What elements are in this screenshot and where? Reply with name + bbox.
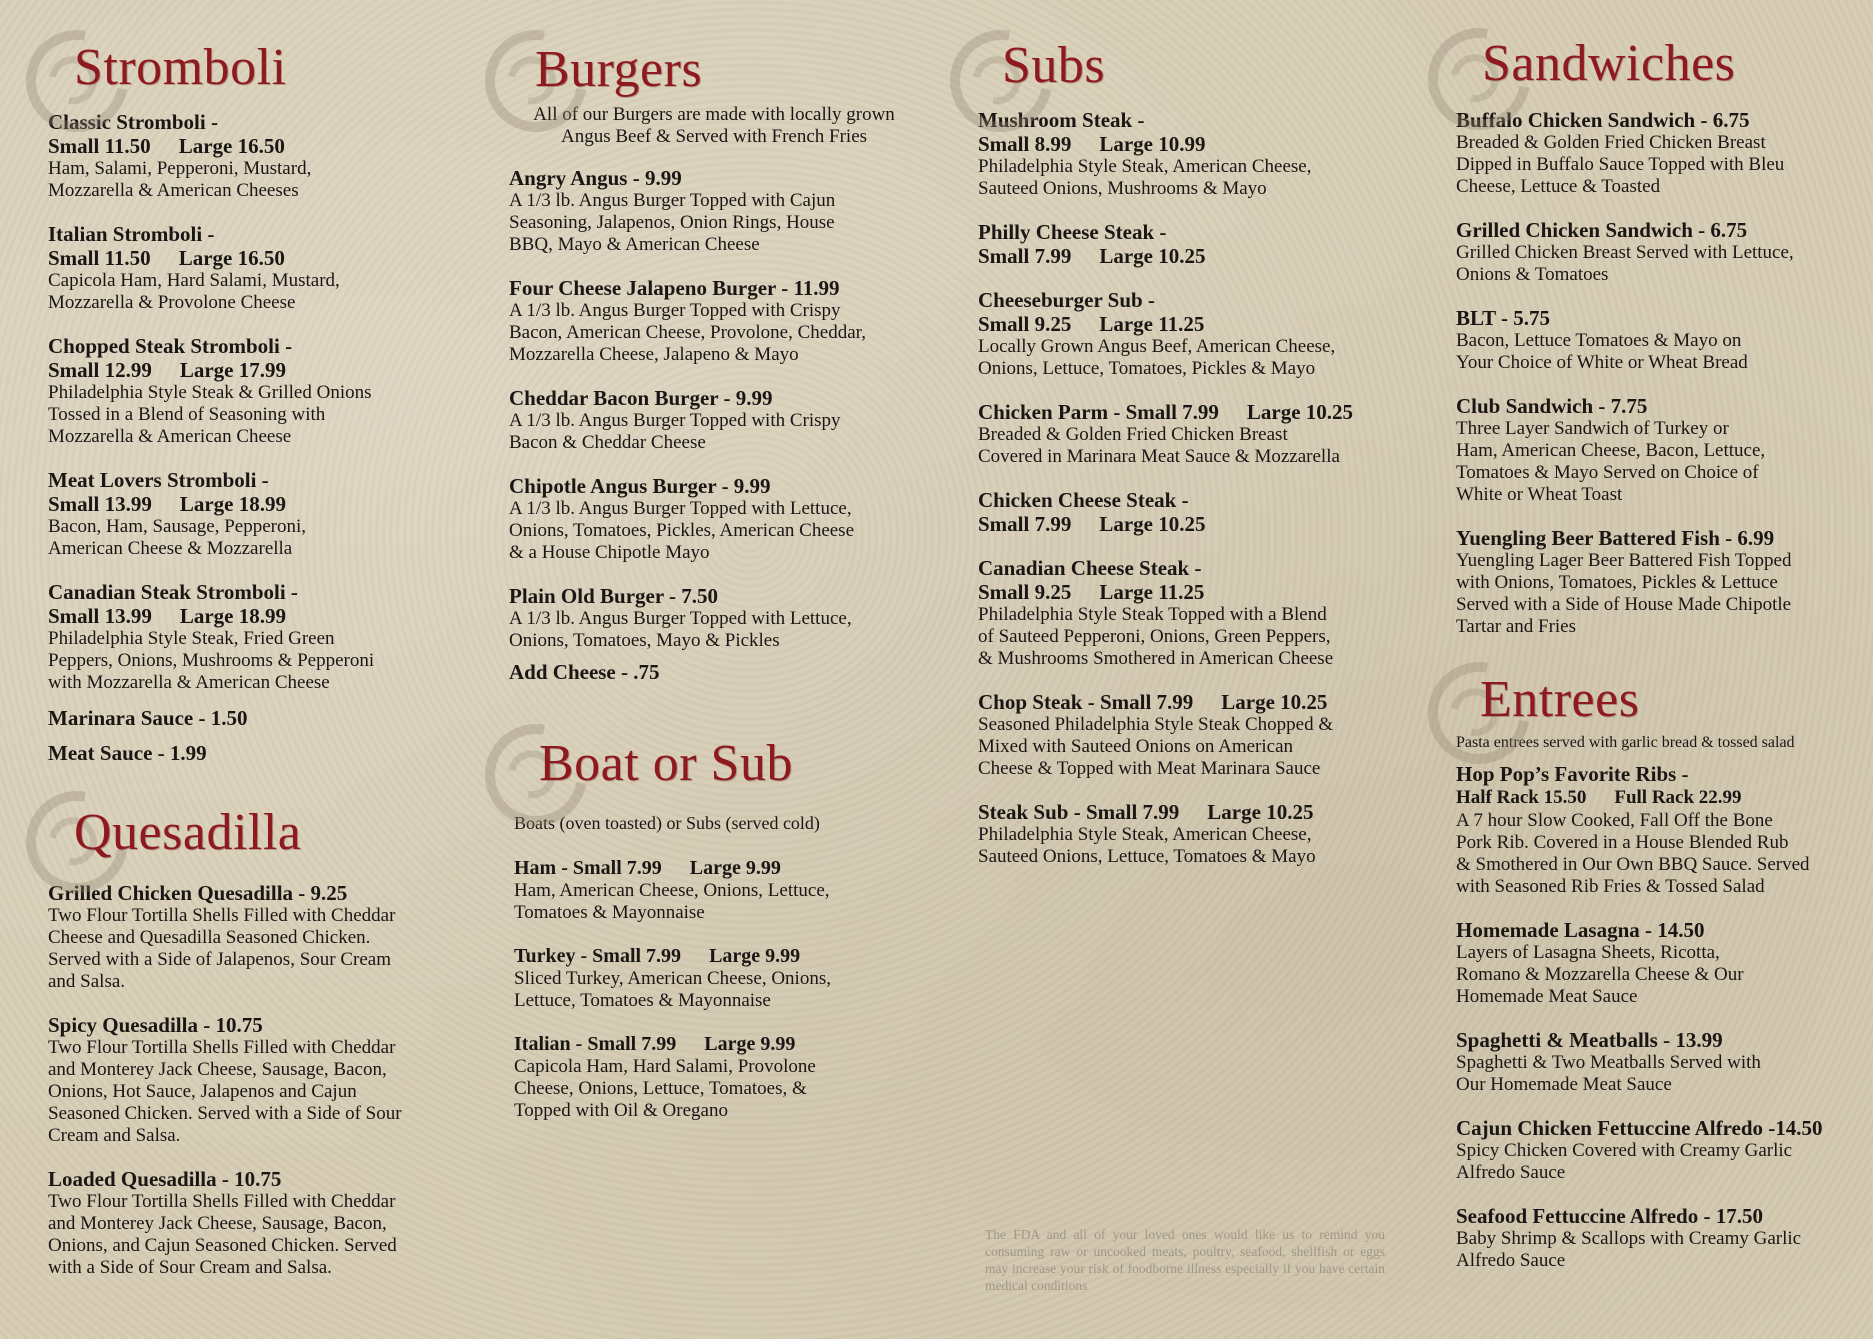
item-name: BLT - 5.75 xyxy=(1456,306,1550,330)
item-desc: Three Layer Sandwich of Turkey or xyxy=(1456,418,1729,439)
item-desc: Grilled Chicken Breast Served with Lettuce, xyxy=(1456,242,1794,263)
boat-intro: Boats (oven toasted) or Subs (served cold) xyxy=(514,813,820,833)
item-desc: Served with a Side of Jalapenos, Sour Cream xyxy=(48,949,391,970)
item-name: Chipotle Angus Burger - 9.99 xyxy=(509,474,771,498)
item-price: Small 12.99 Large 17.99 xyxy=(48,358,286,382)
item-desc: Lettuce, Tomatoes & Mayonnaise xyxy=(514,990,771,1011)
add-cheese: Add Cheese - .75 xyxy=(509,660,660,684)
item-price: Half Rack 15.50 Full Rack 22.99 xyxy=(1456,787,1742,808)
menu-item xyxy=(978,690,1408,780)
item-desc: Alfredo Sauce xyxy=(1456,1250,1566,1271)
extra-marinara-sauce: Marinara Sauce - 1.50 xyxy=(48,706,248,730)
entrees-intro: Pasta entrees served with garlic bread & tossed salad xyxy=(1456,734,1795,751)
item-name: Steak Sub - Small 7.99 Large 10.25 xyxy=(978,800,1314,824)
item-desc: Ham, American Cheese, Bacon, Lettuce, xyxy=(1456,440,1766,461)
item-desc: with a Side of Sour Cream and Salsa. xyxy=(48,1257,332,1278)
item-desc: Mozzarella Cheese, Jalapeno & Mayo xyxy=(509,344,799,365)
item-desc: A 1/3 lb. Angus Burger Topped with Cajun xyxy=(509,190,836,211)
item-desc: Baby Shrimp & Scallops with Creamy Garlic xyxy=(1456,1228,1802,1249)
item-desc: Homemade Meat Sauce xyxy=(1456,986,1638,1007)
item-desc: Spicy Chicken Covered with Creamy Garlic xyxy=(1456,1140,1793,1161)
item-desc: Bacon, Lettuce Tomatoes & Mayo on xyxy=(1456,330,1742,351)
item-desc: Philadelphia Style Steak, American Cheese, xyxy=(978,824,1312,845)
item-name: Homemade Lasagna - 14.50 xyxy=(1456,918,1705,942)
menu-item xyxy=(1456,526,1871,638)
section-title-burgers: Burgers xyxy=(535,41,703,98)
section-title-quesadilla: Quesadilla xyxy=(74,804,302,861)
item-name: Chop Steak - Small 7.99 Large 10.25 xyxy=(978,690,1328,714)
item-desc: Tossed in a Blend of Seasoning with xyxy=(48,404,326,425)
sandwiches-header xyxy=(1456,22,1871,108)
item-desc: Onions, Tomatoes, Pickles, American Cheese xyxy=(509,520,855,541)
item-name: Chopped Steak Stromboli - xyxy=(48,334,293,358)
item-desc: Layers of Lasagna Sheets, Ricotta, xyxy=(1456,942,1720,963)
menu-item xyxy=(48,222,458,314)
item-desc: Yuengling Lager Beer Battered Fish Topped xyxy=(1456,550,1792,571)
item-desc: Seasoned Philadelphia Style Steak Chopped & xyxy=(978,714,1334,735)
item-desc: Philadelphia Style Steak, Fried Green xyxy=(48,628,335,649)
item-desc: Sauteed Onions, Lettuce, Tomatoes & Mayo xyxy=(978,846,1316,867)
section-title-sandwiches: Sandwiches xyxy=(1482,35,1736,92)
menu-item xyxy=(978,800,1408,868)
item-desc: & Smothered in Our Own BBQ Sauce. Served xyxy=(1456,854,1810,875)
item-desc: Covered in Marinara Meat Sauce & Mozzarella xyxy=(978,446,1340,467)
boat-items xyxy=(514,856,939,1122)
item-name: Seafood Fettuccine Alfredo - 17.50 xyxy=(1456,1204,1763,1228)
menu-item xyxy=(978,220,1408,268)
item-desc: Your Choice of White or Wheat Bread xyxy=(1456,352,1748,373)
item-name: Italian Stromboli - xyxy=(48,222,215,246)
item-desc: Cheese and Quesadilla Seasoned Chicken. xyxy=(48,927,371,948)
item-name: Ham - Small 7.99 Large 9.99 xyxy=(514,857,781,879)
item-desc: & Mushrooms Smothered in American Cheese xyxy=(978,648,1334,669)
item-desc: and Monterey Jack Cheese, Sausage, Bacon, xyxy=(48,1213,387,1234)
item-name: Canadian Steak Stromboli - xyxy=(48,580,298,604)
item-desc: & a House Chipotle Mayo xyxy=(509,542,710,563)
item-desc: Two Flour Tortilla Shells Filled with Cheddar xyxy=(48,1037,396,1058)
item-desc: Served with a Side of House Made Chipotle xyxy=(1456,594,1792,615)
burgers-intro: All of our Burgers are made with locally grown Angus Beef & Served with French Fries xyxy=(533,104,895,147)
menu-item xyxy=(509,584,939,652)
item-desc: Philadelphia Style Steak, American Cheese, xyxy=(978,156,1312,177)
menu-item xyxy=(509,166,939,256)
menu-item xyxy=(509,276,939,366)
column-3 xyxy=(978,0,1408,888)
item-desc: Cheese & Topped with Meat Marinara Sauce xyxy=(978,758,1321,779)
item-name: Meat Lovers Stromboli - xyxy=(48,468,269,492)
item-desc: Philadelphia Style Steak Topped with a Blend xyxy=(978,604,1327,625)
item-desc: Cheese, Lettuce & Toasted xyxy=(1456,176,1661,197)
item-desc: BBQ, Mayo & American Cheese xyxy=(509,234,760,255)
item-desc: Tomatoes & Mayo Served on Choice of xyxy=(1456,462,1759,483)
quesadilla-header xyxy=(48,791,458,881)
menu-item xyxy=(48,881,458,993)
item-desc: Seasoning, Jalapenos, Onion Rings, House xyxy=(509,212,835,233)
menu-item xyxy=(978,108,1408,200)
item-name: Spaghetti & Meatballs - 13.99 xyxy=(1456,1028,1723,1052)
section-title-entrees: Entrees xyxy=(1480,671,1640,728)
item-desc: Peppers, Onions, Mushrooms & Pepperoni xyxy=(48,650,375,671)
item-name: Hop Pop’s Favorite Ribs - xyxy=(1456,762,1689,786)
item-desc: and Monterey Jack Cheese, Sausage, Bacon, xyxy=(48,1059,387,1080)
burgers-header xyxy=(509,22,939,104)
item-desc: Capicola Ham, Hard Salami, Mustard, xyxy=(48,270,340,291)
item-price: Small 8.99 Large 10.99 xyxy=(978,132,1206,156)
item-desc: A 1/3 lb. Angus Burger Topped with Crispy xyxy=(509,300,841,321)
item-desc: Philadelphia Style Steak & Grilled Onions xyxy=(48,382,372,403)
item-desc: Tartar and Fries xyxy=(1456,616,1577,637)
menu-item xyxy=(48,110,458,202)
item-name: Cheddar Bacon Burger - 9.99 xyxy=(509,386,773,410)
menu-item xyxy=(509,386,939,454)
item-desc: Onions, and Cajun Seasoned Chicken. Served xyxy=(48,1235,397,1256)
item-desc: Sauteed Onions, Mushrooms & Mayo xyxy=(978,178,1267,199)
item-desc: American Cheese & Mozzarella xyxy=(48,538,293,559)
item-desc: Bacon, Ham, Sausage, Pepperoni, xyxy=(48,516,307,537)
stromboli-header xyxy=(48,22,458,110)
item-desc: Tomatoes & Mayonnaise xyxy=(514,902,705,923)
section-title-stromboli: Stromboli xyxy=(74,39,287,96)
item-name: Four Cheese Jalapeno Burger - 11.99 xyxy=(509,276,840,300)
menu-item xyxy=(509,474,939,564)
item-name: Buffalo Chicken Sandwich - 6.75 xyxy=(1456,108,1750,132)
item-desc: Onions & Tomatoes xyxy=(1456,264,1609,285)
menu-item xyxy=(978,288,1408,380)
section-title-subs: Subs xyxy=(1002,37,1106,94)
extra-meat-sauce: Meat Sauce - 1.99 xyxy=(48,741,207,765)
item-name: Turkey - Small 7.99 Large 9.99 xyxy=(514,945,801,967)
item-price: Small 7.99 Large 10.25 xyxy=(978,244,1206,268)
item-price: Small 13.99 Large 18.99 xyxy=(48,604,286,628)
menu-item xyxy=(48,580,458,694)
item-name: Chicken Cheese Steak - xyxy=(978,488,1189,512)
item-desc: with Onions, Tomatoes, Pickles & Lettuce xyxy=(1456,572,1778,593)
item-desc: Bacon & Cheddar Cheese xyxy=(509,432,706,453)
item-name: Grilled Chicken Quesadilla - 9.25 xyxy=(48,881,348,905)
item-desc: with Seasoned Rib Fries & Tossed Salad xyxy=(1456,876,1765,897)
menu-item xyxy=(1456,762,1871,898)
item-desc: White or Wheat Toast xyxy=(1456,484,1623,505)
menu-item xyxy=(48,1167,458,1279)
item-desc: Our Homemade Meat Sauce xyxy=(1456,1074,1672,1095)
item-desc: Breaded & Golden Fried Chicken Breast xyxy=(1456,132,1766,153)
item-desc: Cheese, Onions, Lettuce, Tomatoes, & xyxy=(514,1078,807,1099)
item-name: Loaded Quesadilla - 10.75 xyxy=(48,1167,282,1191)
menu-item xyxy=(1456,306,1871,374)
fda-notice: The FDA and all of your loved ones would like us to remind you consuming raw or uncooked meats, poultry, seafood, shellfish or eggs may increase your risk of foodborne illness especially if you have certain medical conditions xyxy=(985,1227,1385,1293)
item-name: Plain Old Burger - 7.50 xyxy=(509,584,719,608)
item-name: Mushroom Steak - xyxy=(978,108,1145,132)
item-price: Small 9.25 Large 11.25 xyxy=(978,312,1205,336)
menu-item xyxy=(514,1032,939,1122)
item-desc: and Salsa. xyxy=(48,971,126,992)
item-name: Philly Cheese Steak - xyxy=(978,220,1167,244)
item-desc: Ham, American Cheese, Onions, Lettuce, xyxy=(514,880,830,901)
item-desc: Capicola Ham, Hard Salami, Provolone xyxy=(514,1056,816,1077)
menu-item xyxy=(978,400,1408,468)
item-name: Cheeseburger Sub - xyxy=(978,288,1155,312)
column-1 xyxy=(48,0,458,1299)
item-name: Yuengling Beer Battered Fish - 6.99 xyxy=(1456,526,1775,550)
column-2 xyxy=(509,0,939,1142)
item-desc: A 7 hour Slow Cooked, Fall Off the Bone xyxy=(1456,810,1773,831)
item-desc: of Sauteed Pepperoni, Onions, Green Peppers, xyxy=(978,626,1331,647)
menu-item xyxy=(1456,918,1871,1008)
item-desc: Mozzarella & American Cheese xyxy=(48,426,292,447)
item-desc: A 1/3 lb. Angus Burger Topped with Crispy xyxy=(509,410,841,431)
item-desc: A 1/3 lb. Angus Burger Topped with Lettuce, xyxy=(509,608,852,629)
entrees-header xyxy=(1456,660,1871,732)
menu-item xyxy=(48,334,458,448)
menu-item xyxy=(978,556,1408,670)
item-desc: Locally Grown Angus Beef, American Cheese, xyxy=(978,336,1336,357)
item-desc: Breaded & Golden Fried Chicken Breast xyxy=(978,424,1288,445)
item-desc: A 1/3 lb. Angus Burger Topped with Lettuce, xyxy=(509,498,852,519)
item-desc: Mozzarella & Provolone Cheese xyxy=(48,292,296,313)
menu-item xyxy=(514,856,939,924)
item-desc: Mozzarella & American Cheeses xyxy=(48,180,299,201)
item-desc: Sliced Turkey, American Cheese, Onions, xyxy=(514,968,831,989)
item-desc: Bacon, American Cheese, Provolone, Cheddar, xyxy=(509,322,866,343)
section-title-boat-or-sub: Boat or Sub xyxy=(539,735,793,792)
menu-item xyxy=(1456,1204,1871,1272)
item-name: Grilled Chicken Sandwich - 6.75 xyxy=(1456,218,1748,242)
item-desc: Topped with Oil & Oregano xyxy=(514,1100,728,1121)
item-name: Italian - Small 7.99 Large 9.99 xyxy=(514,1033,796,1055)
menu-item xyxy=(978,488,1408,536)
subs-header xyxy=(978,22,1408,108)
menu-item xyxy=(48,1013,458,1147)
item-desc: Seasoned Chicken. Served with a Side of Sour xyxy=(48,1103,402,1124)
item-name: Classic Stromboli - xyxy=(48,110,218,134)
item-desc: Dipped in Buffalo Sauce Topped with Bleu xyxy=(1456,154,1785,175)
menu-item xyxy=(1456,108,1871,198)
item-desc: Two Flour Tortilla Shells Filled with Cheddar xyxy=(48,905,396,926)
item-name: Canadian Cheese Steak - xyxy=(978,556,1202,580)
item-price: Small 9.25 Large 11.25 xyxy=(978,580,1205,604)
item-price: Small 13.99 Large 18.99 xyxy=(48,492,286,516)
item-desc: Cream and Salsa. xyxy=(48,1125,181,1146)
item-desc: Onions, Hot Sauce, Jalapenos and Cajun xyxy=(48,1081,357,1102)
item-desc: Spaghetti & Two Meatballs Served with xyxy=(1456,1052,1761,1073)
item-desc: Romano & Mozzarella Cheese & Our xyxy=(1456,964,1744,985)
item-desc: Alfredo Sauce xyxy=(1456,1162,1566,1183)
item-name: Club Sandwich - 7.75 xyxy=(1456,394,1648,418)
item-desc: Pork Rib. Covered in a House Blended Rub xyxy=(1456,832,1789,853)
menu-item xyxy=(1456,394,1871,506)
menu-item xyxy=(1456,1116,1871,1184)
item-desc: Two Flour Tortilla Shells Filled with Cheddar xyxy=(48,1191,396,1212)
menu-item xyxy=(48,468,458,560)
item-desc: with Mozzarella & American Cheese xyxy=(48,672,330,693)
menu-item xyxy=(1456,218,1871,286)
item-name: Spicy Quesadilla - 10.75 xyxy=(48,1013,263,1037)
item-desc: Onions, Lettuce, Tomatoes, Pickles & Mayo xyxy=(978,358,1316,379)
item-desc: Ham, Salami, Pepperoni, Mustard, xyxy=(48,158,312,179)
item-price: Small 11.50 Large 16.50 xyxy=(48,134,285,158)
item-price: Small 7.99 Large 10.25 xyxy=(978,512,1206,536)
item-desc: Onions, Tomatoes, Mayo & Pickles xyxy=(509,630,780,651)
boat-header xyxy=(509,724,939,812)
item-name: Chicken Parm - Small 7.99 Large 10.25 xyxy=(978,400,1354,424)
item-price: Small 11.50 Large 16.50 xyxy=(48,246,285,270)
menu-item xyxy=(1456,1028,1871,1096)
menu-item xyxy=(514,944,939,1012)
column-4 xyxy=(1456,0,1871,1292)
item-name: Cajun Chicken Fettuccine Alfredo -14.50 xyxy=(1456,1116,1823,1140)
item-desc: Mixed with Sauteed Onions on American xyxy=(978,736,1294,757)
item-name: Angry Angus - 9.99 xyxy=(509,166,682,190)
